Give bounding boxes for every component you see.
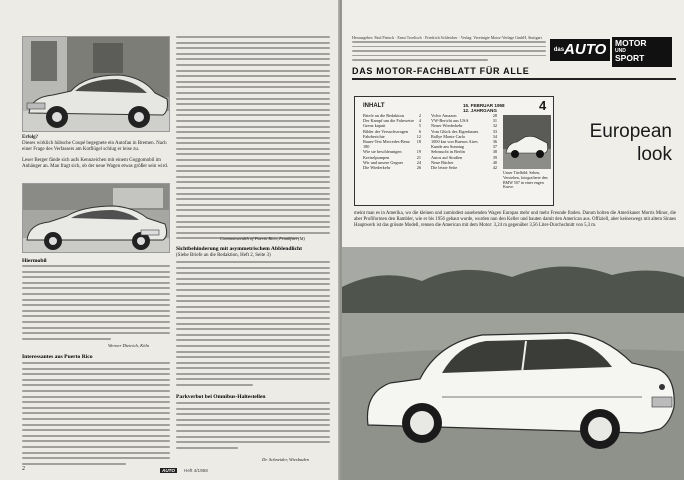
auto-motor-sport-logo	[550, 37, 672, 67]
list-item[interactable]: VW-Bericht aus USA 31	[431, 118, 497, 124]
list-item[interactable]: Volvo Amazon 28	[431, 113, 497, 118]
lead-paragraph: meint man es in Amerika, wo die kleinen und zumindest ausehenden Wagen Europas mehr und mehr Freunde finden. Darum holten die Amerikaner Morris Minor, die aber Profiformen den Rambler, wie er bis 1956 gebaut wurde, wurden nun den Keller und bauten damit den American aus. Offiziell, aber keineswegs mit altem Sinnes Hauptwerk ist das grösste Modell, rennen die American mit dem Motor: 3,24 m gegenüber 3,56 Liter-Durchschnitt von 5,3 m.	[354, 211, 676, 228]
tagline-rule	[352, 78, 676, 80]
coupe-car-image	[23, 37, 170, 132]
rambler-car-image	[342, 247, 684, 480]
logo-motor: MOTOR	[615, 38, 647, 48]
mid-signature: Commonwealth of Puerto Rico, Frankfurt (M)	[220, 236, 305, 241]
bottom-article-body	[176, 402, 330, 456]
section-hiermobil-body	[22, 265, 170, 341]
right-magazine-page	[342, 0, 684, 480]
rambler-photo	[342, 247, 684, 480]
toc-title: INHALT	[363, 103, 385, 109]
toc-date: 15. FEBRUAR 1958	[463, 103, 505, 108]
left-page-number: 2	[22, 466, 25, 472]
list-item[interactable]: Vom Glück des Eigenbaues 33	[431, 128, 497, 134]
cover-thumbnail	[503, 115, 551, 169]
logo-das: das	[553, 47, 565, 53]
mid-article-subtitle: (Siehe Briefe an die Redaktion, Heft 2, Seite 3)	[176, 253, 271, 258]
sedan-trailer-photo	[22, 183, 170, 253]
table-of-contents	[354, 96, 554, 206]
list-item[interactable]: Kreiselpumpen 21	[363, 154, 421, 160]
list-item[interactable]: Fahrberichte 12	[363, 133, 421, 139]
bmw-thumbnail-image	[503, 115, 551, 169]
list-item[interactable]: Rallye Monte Carlo 34	[431, 133, 497, 139]
coupe-photo	[22, 36, 170, 132]
list-item[interactable]: Neuer Wiederkehr 32	[431, 123, 497, 129]
headline-european-look	[572, 120, 672, 166]
sedan-car-image	[23, 184, 170, 253]
toc-list-right	[431, 113, 497, 170]
list-item[interactable]: Der Kampf um die Fahrweise 4	[363, 118, 421, 124]
right-column-top-body	[176, 36, 330, 244]
list-item[interactable]: Wir und unsere Gegner 24	[363, 159, 421, 165]
magazine-tagline: DAS MOTOR-FACHBLATT FÜR ALLE	[352, 66, 530, 76]
section-puerto-rico-title: Interessantes aus Puerto Rico	[22, 354, 93, 360]
list-item[interactable]: Bauer-Test Mercedes-Benz 180 18	[363, 139, 421, 150]
list-item[interactable]: Die letzte Seite 42	[431, 165, 497, 171]
list-item[interactable]: Kunde am Sonntag 37	[431, 144, 497, 150]
logo-motor-sport	[612, 37, 672, 67]
mid-article-body	[176, 261, 330, 391]
list-item[interactable]: Grenz kaputt 5	[363, 123, 421, 129]
section-hiermobil-signature: Werner Dietrich, Köln	[108, 343, 150, 348]
thumbnail-caption: Unser Titelbild: Sehen, Verstehen, fotografierte den BMW 507 in einer engen Kurve.	[503, 170, 548, 190]
logo-und: UND	[615, 48, 626, 54]
list-item[interactable]: Neue Bücher 40	[431, 159, 497, 165]
list-item[interactable]: Briefe an die Redaktion 2	[363, 113, 421, 118]
section-puerto-rico-body	[22, 362, 170, 466]
list-item[interactable]: Autos auf Straßen 39	[431, 154, 497, 160]
list-item[interactable]: Die Wiederkehr 26	[363, 165, 421, 171]
bottom-article-title: Parkverbot bei Omnibus-Haltestellen	[176, 394, 266, 400]
masthead-imprint-text: Herausgeber: Paul Pietsch · Ernst Troeltsch · Friedrich Schleicher · Verlag: Vereinigte Motor-Verlage GmbH, Stuttgart	[352, 35, 542, 40]
toc-list-left	[363, 113, 421, 170]
headline-line-2: look	[637, 144, 672, 165]
caption-anhaenger	[22, 158, 170, 170]
logo-auto-text: AUTO	[564, 41, 607, 58]
caption-coupe-title: Erfolg?	[22, 135, 39, 140]
left-magazine-page	[0, 0, 340, 480]
masthead-imprint-lines	[352, 41, 546, 63]
list-item[interactable]: Wie sie beschleunigen 19	[363, 149, 421, 155]
caption-coupe	[22, 135, 170, 153]
list-item[interactable]: Sehnsucht in Berlin 38	[431, 149, 497, 155]
caption-anhaenger-text: Leser Berger fände sich aufs Kennzeichen mit einem Goggomobil im Anhänger an. Man fragt sich, ob der neue Wagen etwas größer sein wird.	[22, 158, 168, 169]
toc-year: 12. JAHRGANG	[463, 108, 497, 114]
left-footer-logo: AUTO	[162, 468, 175, 473]
list-item[interactable]: 1000 km von Buenos Aires 36	[431, 139, 497, 145]
toc-issue-number: 4	[539, 98, 547, 113]
list-item[interactable]: Bilder der Versuchswagen 6	[363, 128, 421, 134]
mid-article-title: Sichtbehinderung mit asymmetrischem Abblendlicht	[176, 246, 303, 252]
masthead-imprint	[352, 35, 546, 40]
bottom-signature: Dr. Schneider, Wiesbaden	[262, 457, 309, 462]
caption-coupe-text: Dieses wirklich hübsche Coupé begegnete ein Autofan in Bremen. Nach einer Frage des Verfassers am Kotflügel schlug er leise zu.	[22, 141, 167, 152]
section-hiermobil-title: Hiermobil	[22, 258, 47, 264]
left-footer-issue: Heft 4/1958	[184, 468, 208, 473]
headline-line-1: European	[589, 121, 672, 142]
logo-sport: SPORT	[615, 53, 645, 63]
logo-auto	[550, 39, 610, 61]
